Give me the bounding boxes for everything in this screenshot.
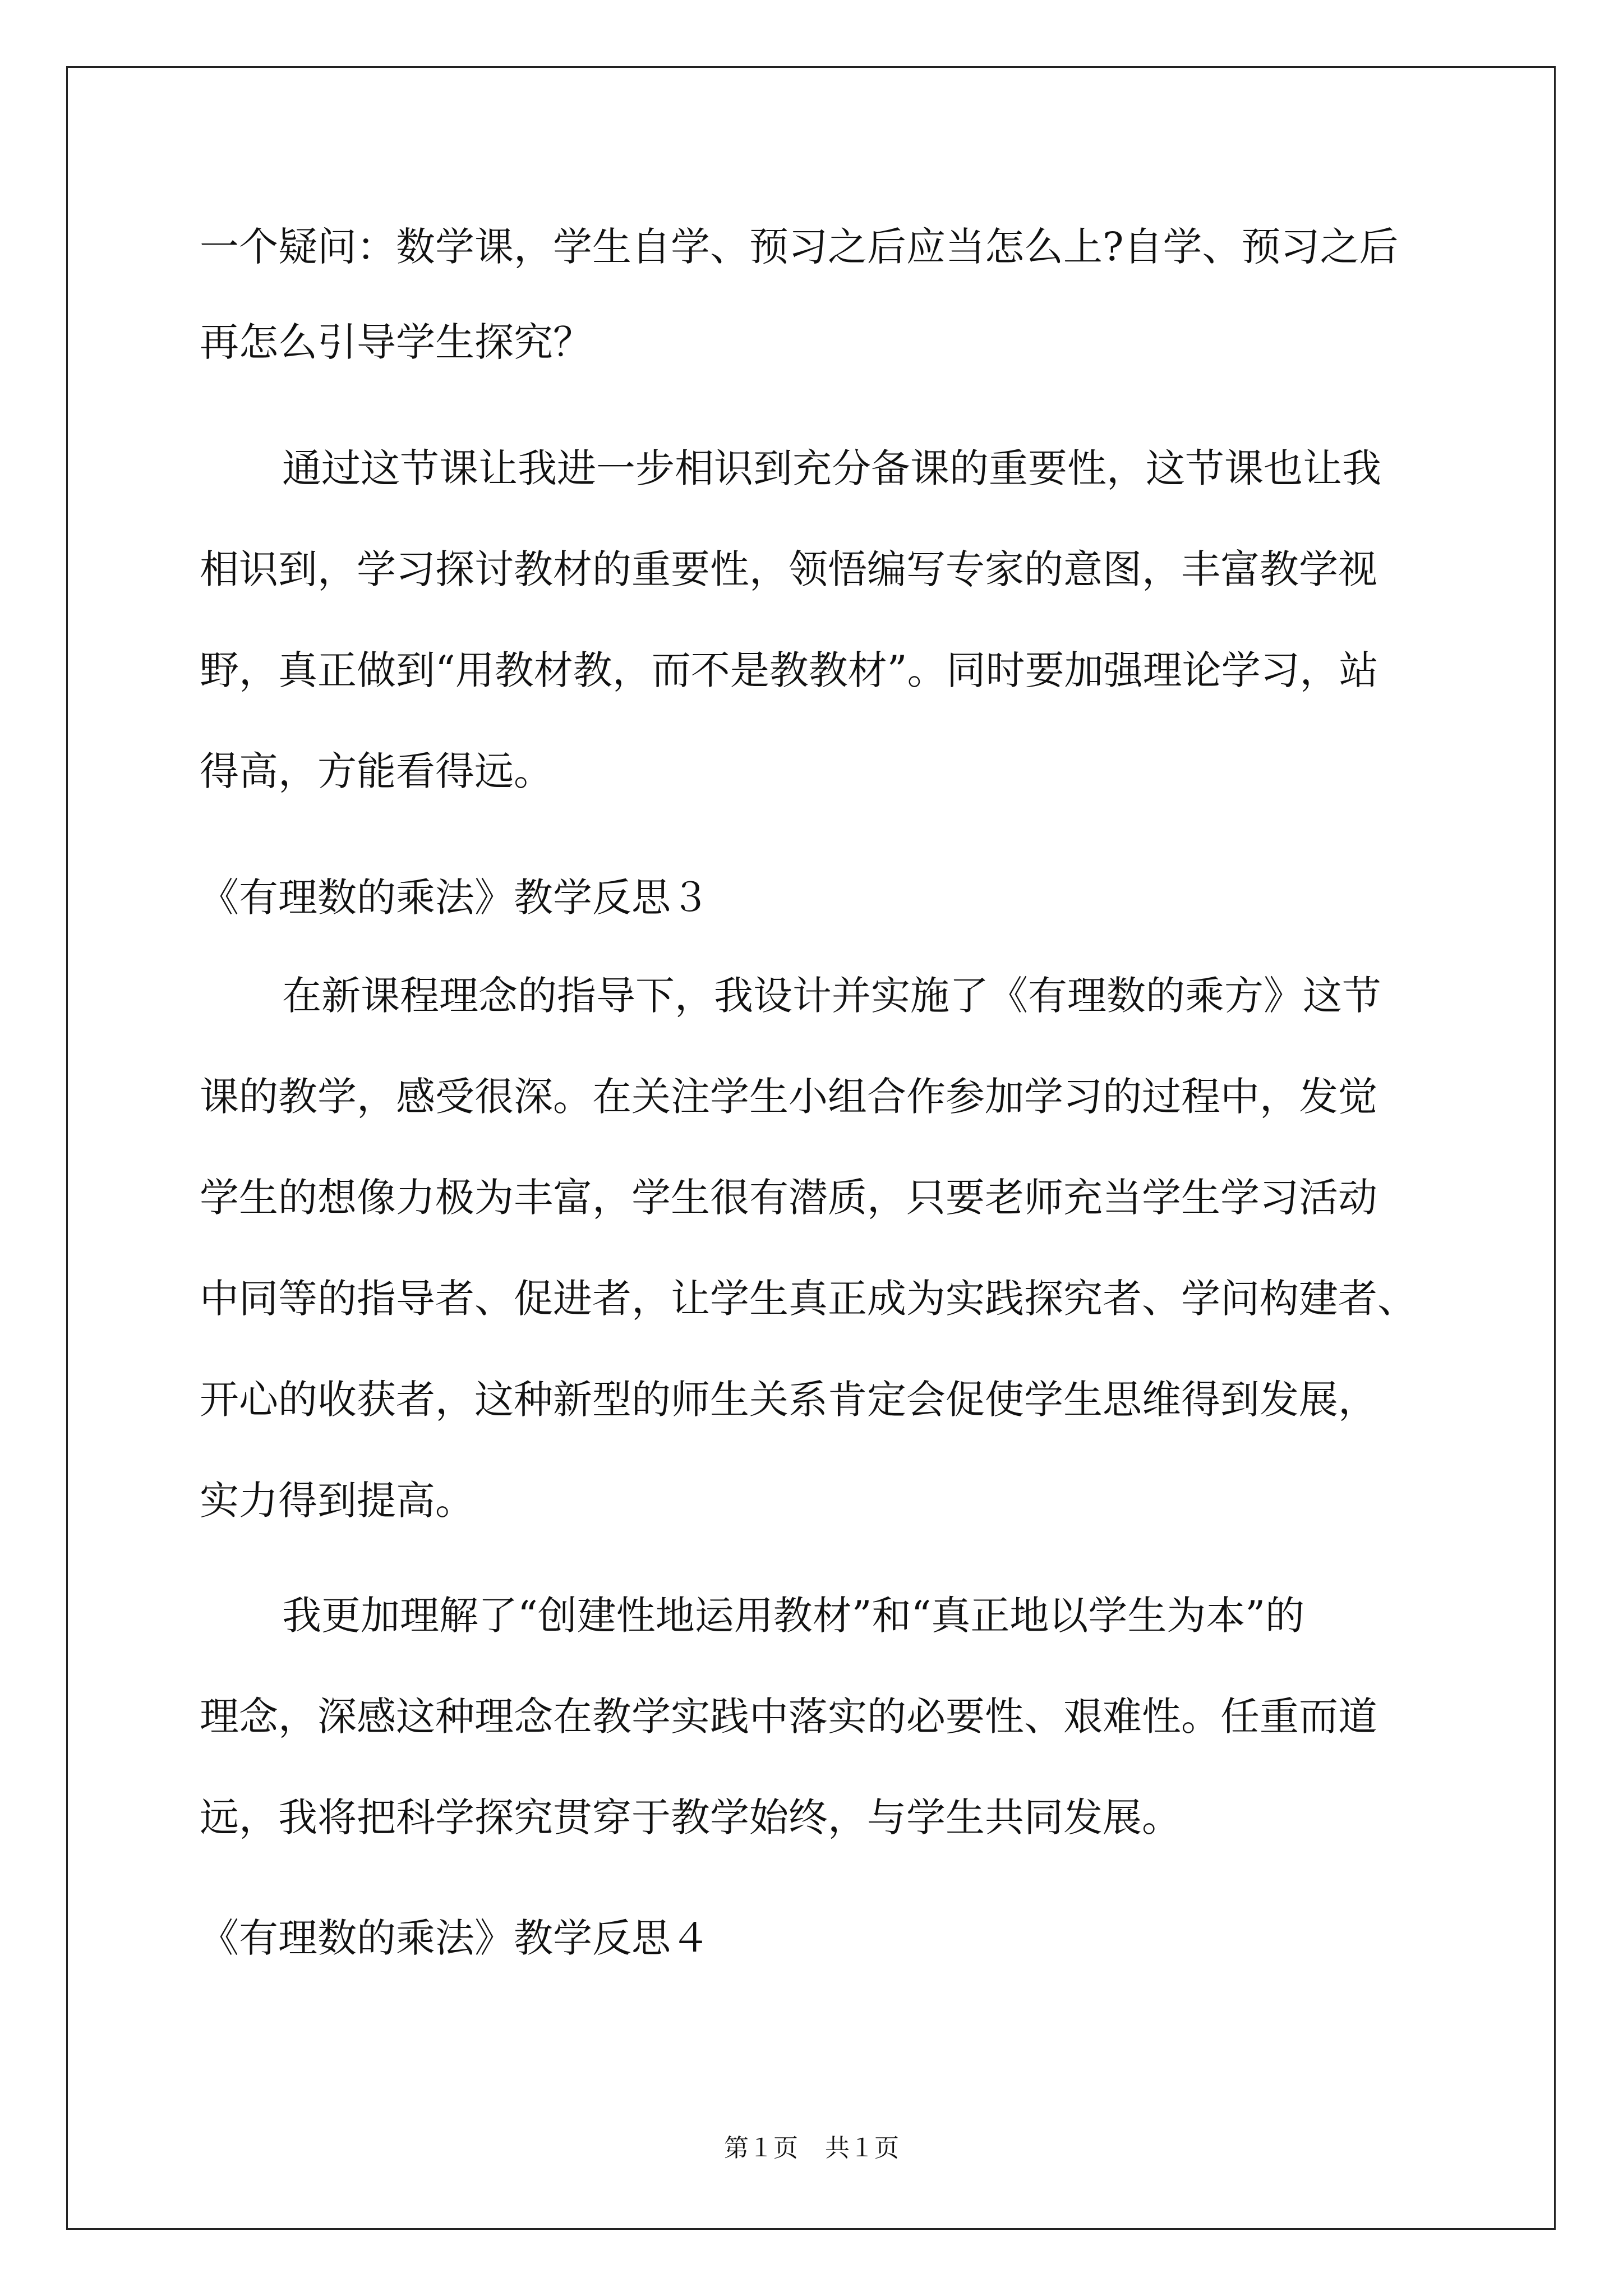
paragraph-3-line-1: 在新课程理念的指导下，我设计并实施了《有理数的乘方》这节 <box>282 973 1381 1019</box>
paragraph-3-line-2: 课的教学，感受很深。在关注学生小组合作参加学习的过程中，发觉 <box>200 1074 1377 1120</box>
page-footer <box>0 2132 1623 2165</box>
paragraph-4-line-2: 理念，深感这种理念在教学实践中落实的必要性、艰难性。任重而道 <box>200 1694 1377 1740</box>
paragraph-1-line-1: 一个疑问：数学课，学生自学、预习之后应当怎么上?自学、预习之后 <box>200 224 1399 270</box>
paragraph-3-line-6: 实力得到提高。 <box>200 1478 474 1524</box>
page-border <box>66 66 1556 2230</box>
paragraph-3-line-4: 中同等的指导者、促进者，让学生真正成为实践探究者、学问构建者、 <box>200 1276 1417 1322</box>
paragraph-2-line-2: 相识到，学习探讨教材的重要性，领悟编写专家的意图，丰富教学视 <box>200 546 1377 592</box>
paragraph-2-line-3: 野，真正做到“用教材教，而不是教教材”。同时要加强理论学习，站 <box>200 647 1378 693</box>
paragraph-3-line-5: 开心的收获者，这种新型的师生关系肯定会促使学生思维得到发展， <box>200 1377 1377 1423</box>
paragraph-4-line-3: 远，我将把科学探究贯穿于教学始终，与学生共同发展。 <box>200 1795 1181 1841</box>
page-number: 第１页 <box>724 2134 798 2162</box>
paragraph-3-line-3: 学生的想像力极为丰富，学生很有潜质，只要老师充当学生学习活动 <box>200 1175 1377 1221</box>
paragraph-2-line-4: 得高，方能看得远。 <box>200 748 553 794</box>
paragraph-2-line-1: 通过这节课让我进一步相识到充分备课的重要性，这节课也让我 <box>282 445 1381 491</box>
section-heading-4: 《有理数的乘法》教学反思４ <box>200 1915 710 1961</box>
section-heading-3: 《有理数的乘法》教学反思３ <box>200 875 710 921</box>
paragraph-1-line-2: 再怎么引导学生探究？ <box>200 319 592 365</box>
page-total: 共１页 <box>825 2134 899 2162</box>
paragraph-4-line-1: 我更加理解了“创建性地运用教材”和“真正地以学生为本”的 <box>282 1593 1305 1639</box>
